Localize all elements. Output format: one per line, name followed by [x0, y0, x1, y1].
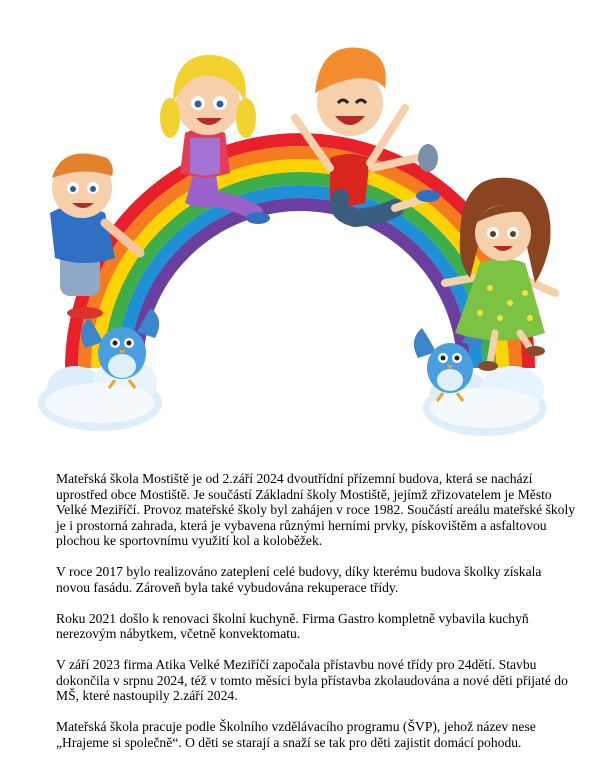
paragraph-2017: V roce 2017 bylo realizováno zateplení celé budovy, díky kterému budova školky získala novou fasádu. Zároveň byla také vybudována rekuperace třídy.: [56, 564, 542, 595]
paragraph-intro: Mateřská škola Mostiště je od 2.září 2024 dvoutřídní přízemní budova, která se nachází uprostřed obce Mostiště. Je součástí Základní školy Mostiště, jejímž zřizovatelem je Město Velké Meziříčí. Provoz mateřské školy byl zahájen v roce 1982. Součástí areálu mateřské školy je i prostorná zahrada, která je vybavena různými herními prvky, pískovištěm a asfaltovou plochou ke sportovnímu využití kol a koloběžek.: [56, 471, 576, 548]
paragraph-2023: V září 2023 firma Atika Velké Meziříčí započala přístavbu nové třídy pro 24dětí. Stavbu dokončila v srpnu 2024, též v tomto měsíci byla přístavba zkolaudována a nové děti přijaté do MŠ, které nastoupily 2.září 2024.: [56, 657, 568, 703]
paragraph-svp: Mateřská škola pracuje podle Školního vzdělávacího programu (ŠVP), jehož název nese „Hrajeme si společně“. O děti se starají a snaží se tak pro děti zajistit domácí pohodu.: [56, 719, 536, 750]
children-rainbow-illustration: [30, 8, 570, 453]
school-description: [56, 471, 576, 766]
paragraph-2021: Roku 2021 došlo k renovaci školní kuchyně. Firma Gastro kompletně vybavila kuchyň nerezovým nábytkem, včetně konvektomatu.: [56, 610, 529, 641]
cloud-left: [38, 358, 162, 431]
